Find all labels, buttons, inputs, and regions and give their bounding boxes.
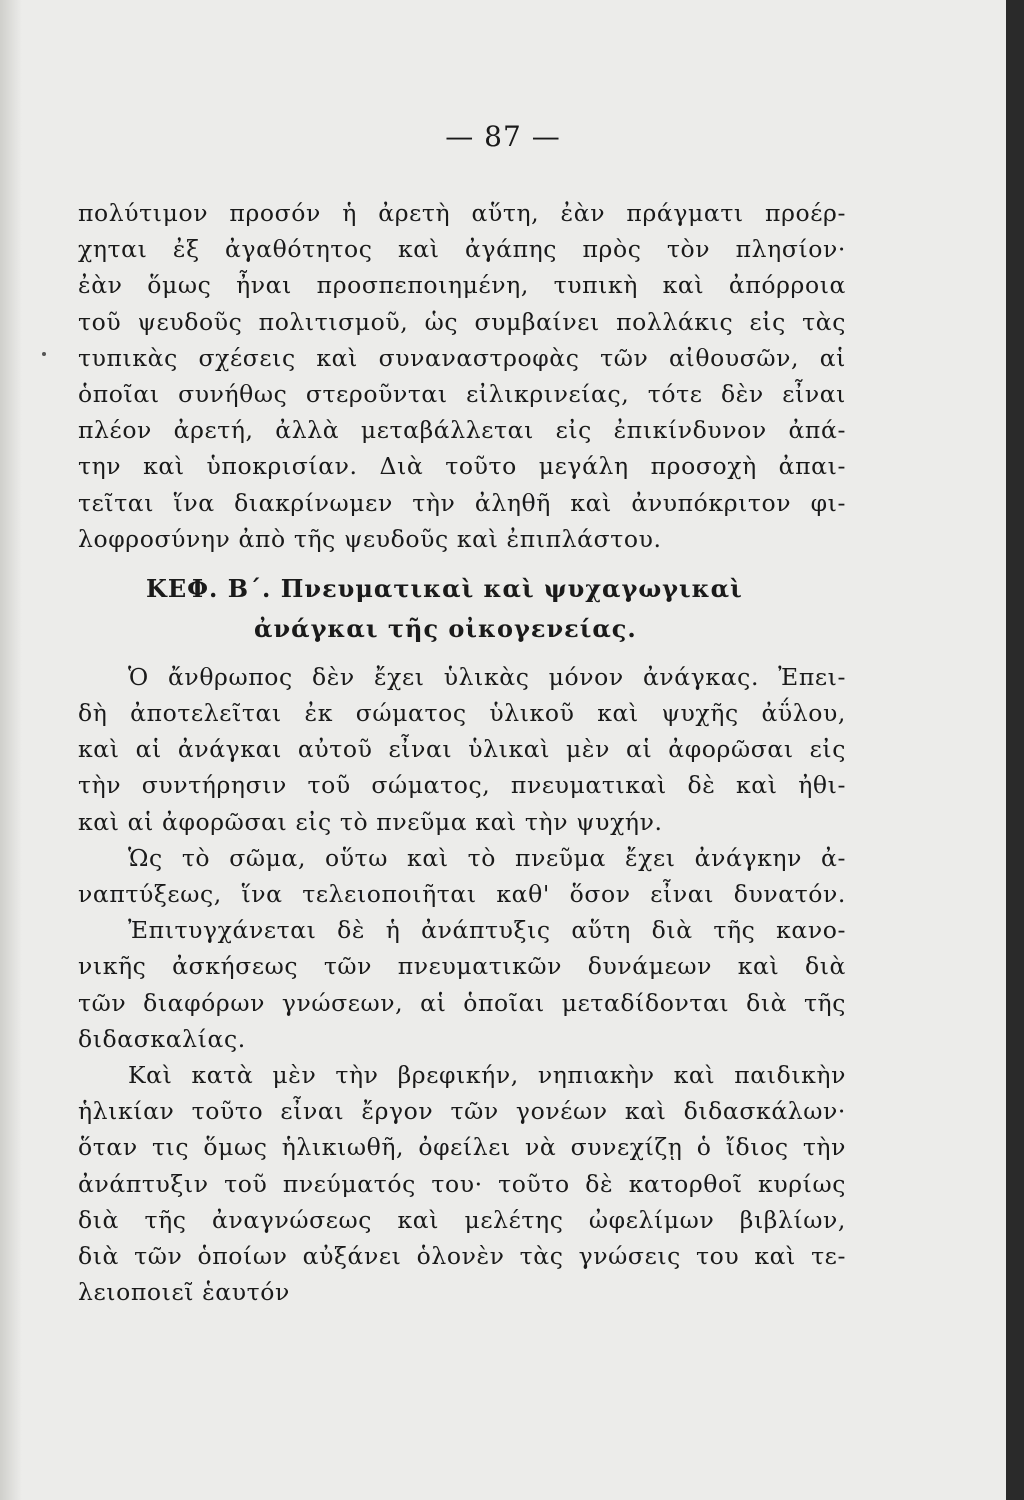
- paragraph-4: [78, 912, 846, 1057]
- text-line: πολύτιμον προσόν ἡ ἀρετὴ αὕτη, ἐὰν πράγματι προέρ-: [78, 199, 846, 227]
- text-line: πλέον ἀρετή, ἀλλὰ μεταβάλλεται εἰς ἐπικίνδυνον ἀπά-: [78, 416, 846, 445]
- text-line: δὴ ἀποτελεῖται ἐκ σώματος ὑλικοῦ καὶ ψυχῆς ἀΰλου,: [78, 699, 846, 728]
- page-number: — 87 —: [445, 120, 561, 153]
- text-line: Ἐπιτυγχάνεται δὲ ἡ ἀνάπτυξις αὕτη διὰ τῆς κανο-: [128, 916, 846, 945]
- text-line: ἡλικίαν τοῦτο εἶναι ἔργον τῶν γονέων καὶ διδασκάλων·: [78, 1097, 846, 1126]
- paragraph-2: [78, 659, 846, 840]
- paragraph-5: [78, 1057, 846, 1310]
- margin-mark: [42, 352, 46, 356]
- text-line: ὁποῖαι συνήθως στεροῦνται εἰλικρινείας, τότε δὲν εἶναι: [78, 379, 846, 408]
- text-line: καὶ αἱ ἀνάγκαι αὐτοῦ εἶναι ὑλικαὶ μὲν αἱ ἀφορῶσαι εἰς: [78, 735, 846, 764]
- text-line: ναπτύξεως, ἵνα τελειοποιῆται καθ' ὅσον εἶναι δυνατόν.: [78, 880, 846, 908]
- text-line: λοφροσύνην ἀπὸ τῆς ψευδοῦς καὶ ἐπιπλάστου.: [78, 524, 662, 553]
- page-edge-shadow: [0, 0, 22, 1500]
- text-line: τὴν συντήρησιν τοῦ σώματος, πνευματικαὶ δὲ καὶ ἠθι-: [78, 771, 846, 800]
- chapter-heading-line-2: ἀνάγκαι τῆς οἰκογενείας.: [254, 613, 637, 643]
- text-line: Καὶ κατὰ μὲν τὴν βρεφικήν, νηπιακὴν καὶ παιδικὴν: [128, 1060, 846, 1089]
- text-line: διδασκαλίας.: [78, 1024, 246, 1053]
- text-line: Ὁ ἄνθρωπος δὲν ἔχει ὑλικὰς μόνον ἀνάγκας. Ἐπει-: [128, 662, 846, 691]
- text-line: χηται ἐξ ἀγαθότητος καὶ ἀγάπης πρὸς τὸν πλησίον·: [78, 235, 846, 264]
- text-line: τυπικὰς σχέσεις καὶ συναναστροφὰς τῶν αἰθουσῶν, αἱ: [78, 343, 846, 372]
- body-text: [78, 195, 846, 1310]
- text-line: την καὶ ὑποκρισίαν. Διὰ τοῦτο μεγάλη προσοχὴ ἀπαι-: [78, 452, 846, 481]
- paragraph-1: [78, 195, 846, 557]
- text-line: διὰ τῆς ἀναγνώσεως καὶ μελέτης ὠφελίμων βιβλίων,: [78, 1205, 846, 1234]
- text-line: ἐὰν ὅμως ἦναι προσπεποιημένη, τυπικὴ καὶ ἀπόρροια: [78, 271, 846, 300]
- text-line: νικῆς ἀσκήσεως τῶν πνευματικῶν δυνάμεων καὶ διὰ: [78, 952, 846, 981]
- text-line: ὅταν τις ὅμως ἡλικιωθῆ, ὀφείλει νὰ συνεχίζῃ ὁ ἴδιος τὴν: [78, 1133, 846, 1162]
- text-line: τεῖται ἵνα διακρίνωμεν τὴν ἀληθῆ καὶ ἀνυπόκριτον φι-: [78, 488, 846, 517]
- text-line: ἀνάπτυξιν τοῦ πνεύματός του· τοῦτο δὲ κατορθοῖ κυρίως: [78, 1169, 846, 1198]
- text-line: λειοποιεῖ ἑαυτόν: [78, 1278, 290, 1307]
- text-line: καὶ αἱ ἀφορῶσαι εἰς τὸ πνεῦμα καὶ τὴν ψυχήν.: [78, 807, 663, 836]
- chapter-heading-line-1: ΚΕΦ. Β΄. Πνευματικαὶ καὶ ψυχαγωγικαὶ: [146, 573, 743, 603]
- text-line: τῶν διαφόρων γνώσεων, αἱ ὁποῖαι μεταδίδονται διὰ τῆς: [78, 988, 846, 1017]
- text-line: διὰ τῶν ὁποίων αὐξάνει ὁλονὲν τὰς γνώσεις του καὶ τε-: [78, 1241, 846, 1270]
- text-line: τοῦ ψευδοῦς πολιτισμοῦ, ὡς συμβαίνει πολλάκις εἰς τὰς: [78, 307, 846, 336]
- text-line: Ὡς τὸ σῶμα, οὕτω καὶ τὸ πνεῦμα ἔχει ἀνάγκην ἀ-: [128, 843, 846, 872]
- paragraph-3: [78, 840, 846, 912]
- chapter-heading: [78, 569, 846, 649]
